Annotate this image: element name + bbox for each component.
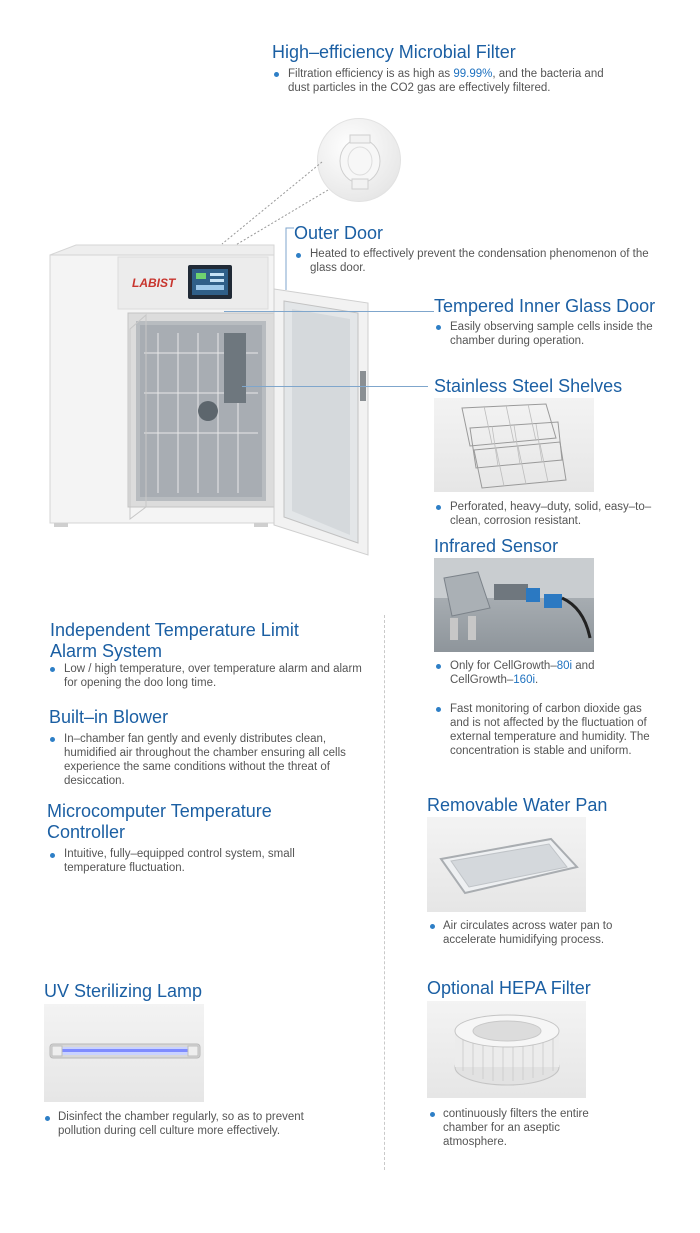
inner-glass-door-desc: Easily observing sample cells inside the chamber during operation. [450,321,653,347]
water-pan-desc: Air circulates across water pan to accelerate humidifying process. [443,920,613,946]
uv-lamp-desc: Disinfect the chamber regularly, so as to prevent pollution during cell culture more effectively. [58,1111,304,1137]
bullet-icon [430,1112,435,1117]
bullet-icon [50,853,55,858]
hepa-filter-drawing [427,1001,586,1098]
temp-limit-alarm-desc: Low / high temperature, over temperature alarm and alarm for opening the doo long time. [64,663,362,689]
shelves-title: Stainless Steel Shelves [434,376,623,396]
brand-logo: LABIST [132,276,176,290]
hepa-filter-title: Optional HEPA Filter [427,978,591,998]
sensor-drawing [434,558,594,652]
inner-glass-door-title: Tempered Inner Glass Door [434,296,656,316]
water-pan-image [427,817,586,912]
bullet-icon [436,505,441,510]
hepa-filter-desc: continuously filters the entire chamber for an aseptic atmosphere. [443,1108,589,1148]
hepa-filter-image [427,1001,586,1098]
temp-controller-title: Microcomputer Temperature Controller [47,801,272,842]
model-160i: 160i [513,674,536,686]
temp-controller-desc: Intuitive, fully–equipped control system, small temperature fluctuation. [64,848,295,874]
bullet-icon [436,664,441,669]
uv-lamp-drawing [44,1004,204,1102]
uv-lamp-image [44,1004,204,1102]
efficiency-value: 99.99% [453,68,493,80]
bullet-icon [436,707,441,712]
incubator-image [48,243,378,558]
microbial-filter-title: High–efficiency Microbial Filter [272,42,516,62]
bullet-icon [296,253,301,258]
shelves-drawing [434,398,594,492]
microbial-filter-desc: Filtration efficiency is as high as 99.99%, and the bacteria and dust particles in the CO2 gas are effectively filtered. [288,68,604,94]
shelves-leader [242,386,428,387]
bullet-icon [50,737,55,742]
bullet-icon [45,1116,50,1121]
blower-title: Built–in Blower [49,707,169,727]
filter-drawing [318,119,402,203]
bullet-icon [50,667,55,672]
inner-door-leader [224,311,434,312]
uv-lamp-title: UV Sterilizing Lamp [44,981,203,1001]
water-pan-title: Removable Water Pan [427,795,608,815]
incubator-drawing [48,243,378,558]
infrared-sensor-title: Infrared Sensor [434,536,559,556]
bullet-icon [436,325,441,330]
shelves-desc: Perforated, heavy–duty, solid, easy–to–clean, corrosion resistant. [450,501,652,527]
infrared-sensor-desc2: Fast monitoring of carbon dioxide gas and is not affected by the fluctuation of external temperature and humidity. The concentration is stable and uniform. [450,703,650,757]
model-80i: 80i [556,660,573,672]
infrared-sensor-desc1: Only for CellGrowth–80i and CellGrowth–160i. [450,660,595,686]
shelves-image [434,398,594,492]
bullet-icon [274,72,279,77]
outer-door-title: Outer Door [294,223,384,243]
bullet-icon [430,924,435,929]
column-divider [384,615,385,1170]
water-pan-drawing [427,817,586,912]
blower-desc: In–chamber fan gently and evenly distributes clean, humidified air throughout the chamber ensuring all cells experience the same conditions without the threat of desiccation. [64,733,346,787]
outer-door-desc: Heated to effectively prevent the condensation phenomenon of the glass door. [310,248,649,274]
sensor-image [434,558,594,652]
temp-limit-alarm-title: Independent Temperature Limit Alarm System [50,620,299,661]
